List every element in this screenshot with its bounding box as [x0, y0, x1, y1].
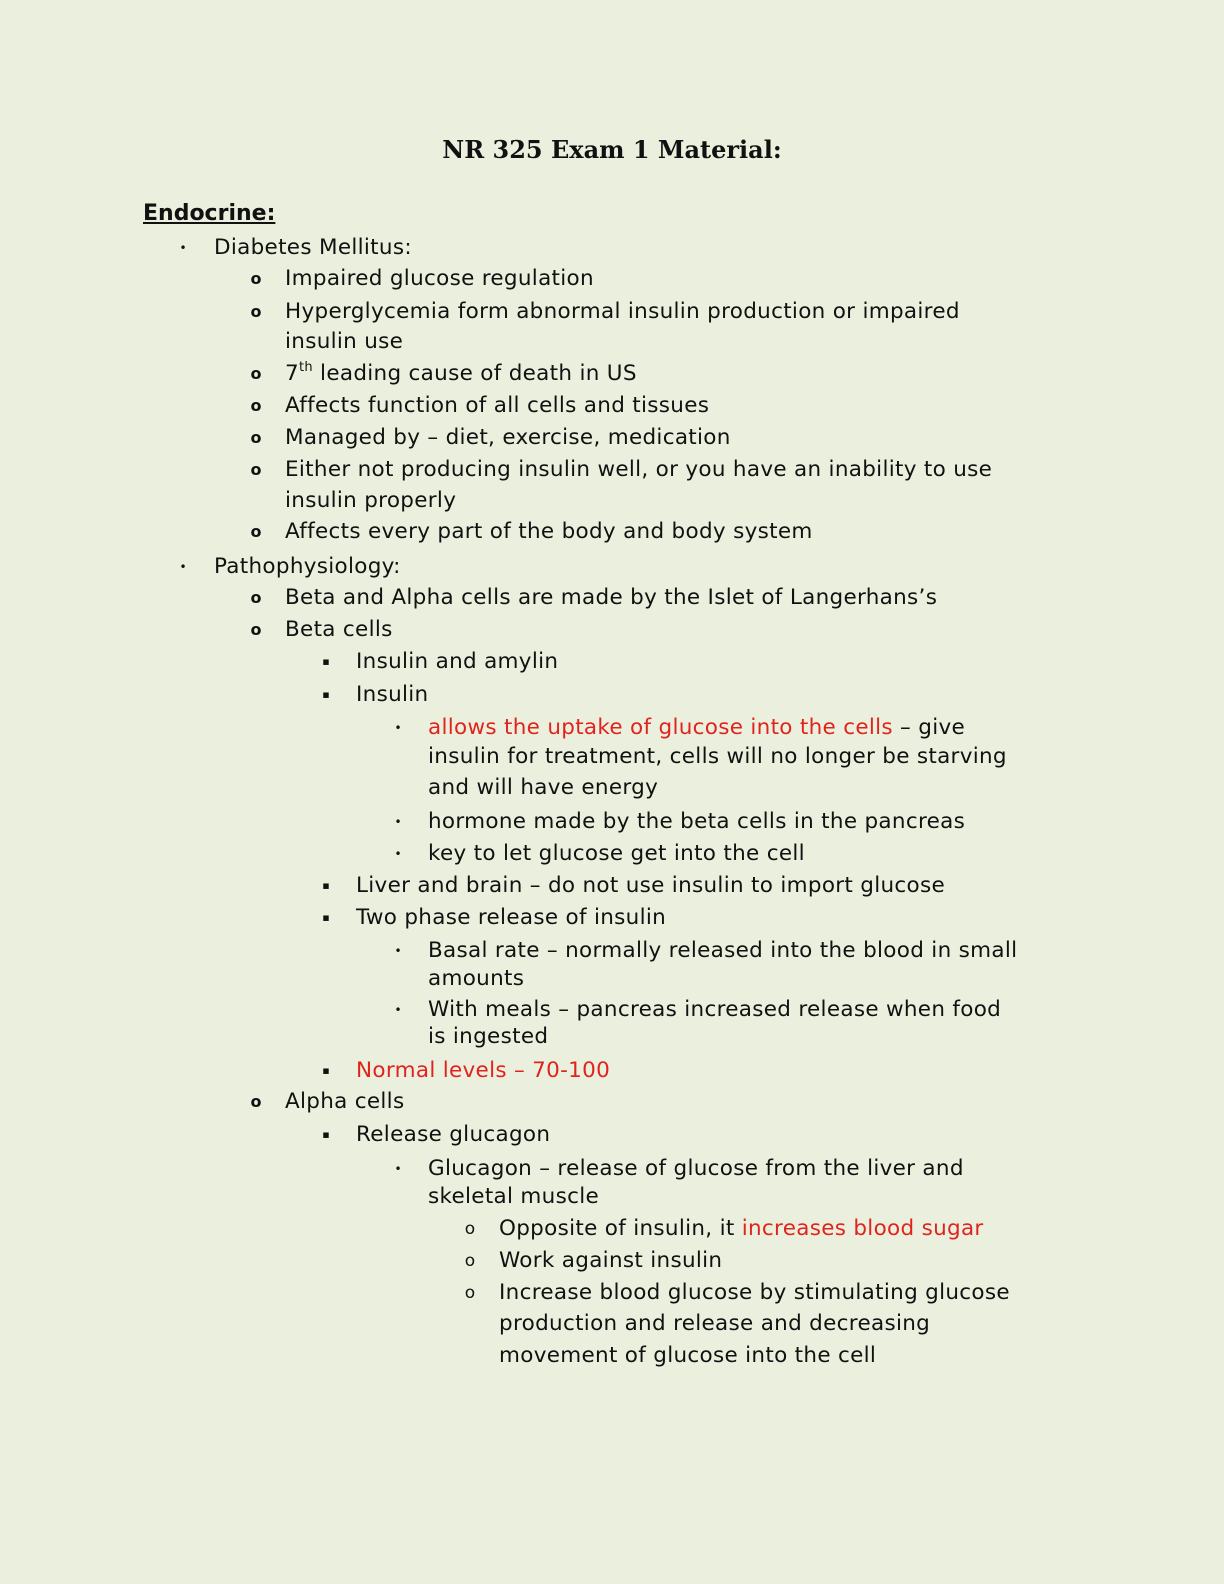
highlighted-text: allows the uptake of glucose into the cells	[428, 715, 893, 740]
bullet-circle: o	[250, 428, 262, 447]
bullet-circle: o	[250, 302, 262, 321]
bullet-circle: o	[250, 364, 262, 383]
bullet-dot: •	[394, 1003, 402, 1017]
bullet-circle: o	[464, 1251, 476, 1271]
list-item-normal-levels: Normal levels – 70-100	[356, 1058, 611, 1083]
list-item-continuation: insulin for treatment, cells will no longer be starving	[428, 744, 1007, 769]
list-item-pathophysiology: Pathophysiology:	[214, 554, 401, 579]
list-item-alpha-cells: Alpha cells	[285, 1089, 405, 1114]
list-item-insulin: Insulin	[356, 682, 429, 707]
list-item-continuation: movement of glucose into the cell	[499, 1343, 877, 1368]
list-item: Increase blood glucose by stimulating glucose	[499, 1280, 1010, 1305]
list-item: Managed by – diet, exercise, medication	[285, 425, 731, 450]
ordinal-suffix: th	[298, 360, 313, 375]
bullet-dot: •	[394, 815, 402, 829]
list-item: key to let glucose get into the cell	[428, 841, 805, 866]
bullet-dot: •	[394, 944, 402, 958]
document-title: NR 325 Exam 1 Material:	[442, 135, 782, 164]
bullet-circle: o	[250, 588, 262, 607]
highlighted-text: increases blood sugar	[741, 1216, 984, 1241]
section-heading-endocrine: Endocrine:	[143, 201, 276, 226]
bullet-circle: o	[250, 1092, 262, 1111]
bullet-circle: o	[464, 1283, 476, 1303]
list-item: With meals – pancreas increased release when food	[428, 997, 1002, 1022]
bullet-square: ▪	[322, 1128, 330, 1141]
list-item-beta-cells: Beta cells	[285, 617, 393, 642]
bullet-square: ▪	[322, 688, 330, 701]
bullet-circle: o	[250, 620, 262, 639]
list-item: hormone made by the beta cells in the pancreas	[428, 809, 966, 834]
list-item-continuation: amounts	[428, 966, 525, 991]
list-item-text: leading cause of death in US	[312, 361, 637, 386]
list-item: Work against insulin	[499, 1248, 723, 1273]
bullet-dot: •	[394, 847, 402, 861]
list-item	[499, 1215, 984, 1243]
list-item: Release glucagon	[356, 1122, 551, 1147]
list-item: Insulin and amylin	[356, 649, 559, 674]
bullet-square: ▪	[322, 879, 330, 892]
list-item-continuation: skeletal muscle	[428, 1184, 600, 1209]
list-item: Either not producing insulin well, or you have an inability to use	[285, 457, 993, 482]
list-item: Affects every part of the body and body system	[285, 519, 813, 544]
list-item: Basal rate – normally released into the blood in small	[428, 938, 1018, 963]
list-item: Two phase release of insulin	[356, 905, 667, 930]
bullet-dot: •	[394, 1162, 402, 1176]
list-item	[285, 360, 637, 388]
list-item: Liver and brain – do not use insulin to import glucose	[356, 873, 946, 898]
bullet-circle: o	[250, 522, 262, 541]
bullet-circle: o	[464, 1219, 476, 1239]
ordinal-number: 7	[285, 361, 299, 386]
bullet-square: ▪	[322, 655, 330, 668]
bullet-circle: o	[250, 460, 262, 479]
bullet-square: ▪	[322, 1064, 330, 1077]
list-item-continuation: and will have energy	[428, 775, 659, 800]
list-item-continuation: production and release and decreasing	[499, 1311, 931, 1336]
bullet-dot: •	[394, 721, 402, 735]
list-item: Affects function of all cells and tissues	[285, 393, 710, 418]
list-item: Glucagon – release of glucose from the liver and	[428, 1156, 964, 1181]
bullet-circle: o	[250, 396, 262, 415]
list-item-text: – give	[892, 715, 966, 740]
list-item-diabetes-mellitus: Diabetes Mellitus:	[214, 235, 412, 260]
list-item-continuation: is ingested	[428, 1024, 549, 1049]
bullet-square: ▪	[322, 911, 330, 924]
list-item-continuation: insulin use	[285, 329, 404, 354]
list-item: Impaired glucose regulation	[285, 266, 594, 291]
list-item	[428, 714, 965, 742]
bullet-dot: •	[179, 241, 187, 255]
list-item: Beta and Alpha cells are made by the Islet of Langerhans’s	[285, 585, 938, 610]
list-item-continuation: insulin properly	[285, 488, 457, 513]
bullet-circle: o	[250, 269, 262, 288]
bullet-dot: •	[179, 560, 187, 574]
list-item: Hyperglycemia form abnormal insulin production or impaired	[285, 299, 960, 324]
list-item-text: Opposite of insulin, it	[499, 1216, 742, 1241]
